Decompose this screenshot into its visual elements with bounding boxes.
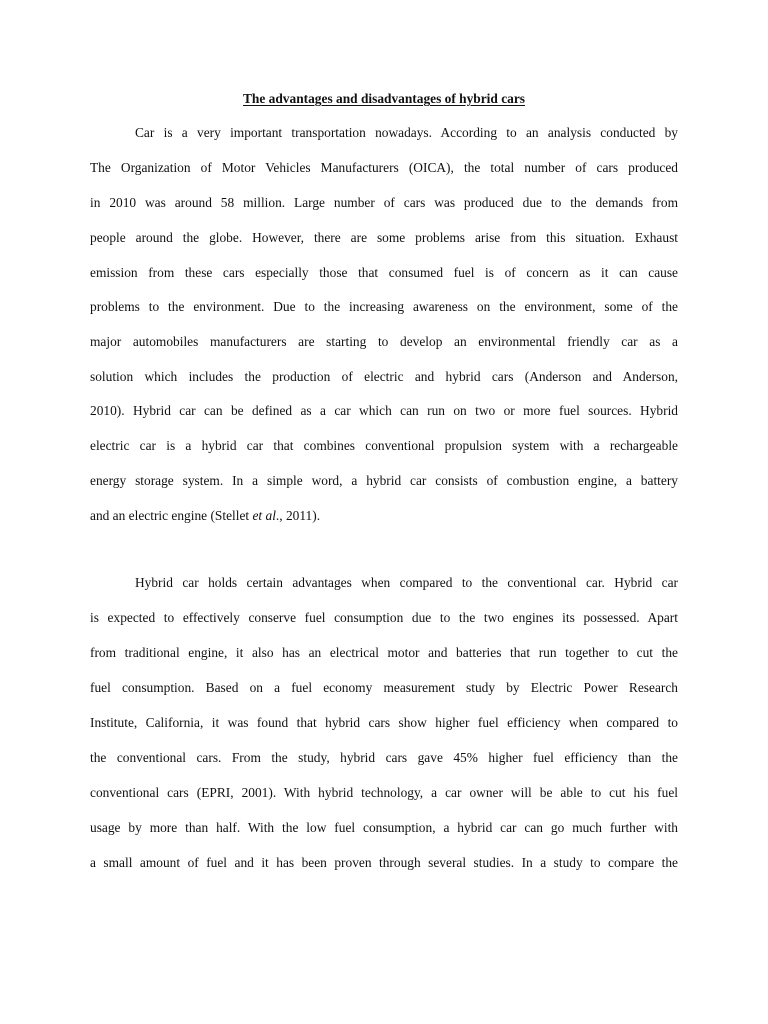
paragraph-2-line-1: Hybrid car holds certain advantages when compared to the conventional car. Hybrid car xyxy=(135,575,678,590)
paragraph-2-line-5: Institute, California, it was found that hybrid cars show higher fuel efficiency when compared to xyxy=(90,715,678,730)
paragraph-2-line-4: fuel consumption. Based on a fuel economy measurement study by Electric Power Research xyxy=(90,680,678,695)
paragraph-1-line-5: emission from these cars especially those that consumed fuel is of concern as it can cause xyxy=(90,265,678,280)
citation-text-a: and an electric engine (Stellet xyxy=(90,508,253,523)
paragraph-1-line-1: Car is a very important transportation nowadays. According to an analysis conducted by xyxy=(135,125,678,140)
document-title: The advantages and disadvantages of hybrid cars xyxy=(243,91,525,106)
paragraph-1-line-12 xyxy=(90,508,678,524)
paragraph-2-line-6: the conventional cars. From the study, hybrid cars gave 45% higher fuel efficiency than the xyxy=(90,750,678,765)
citation-et-al: et al xyxy=(252,508,276,523)
paragraph-1-line-7: major automobiles manufacturers are starting to develop an environmental friendly car as a xyxy=(90,334,678,349)
paragraph-2-line-7: conventional cars (EPRI, 2001). With hybrid technology, a car owner will be able to cut his fuel xyxy=(90,785,678,800)
paragraph-1-line-10: electric car is a hybrid car that combines conventional propulsion system with a rechargeable xyxy=(90,438,678,453)
paragraph-2-line-3: from traditional engine, it also has an electrical motor and batteries that run together to cut the xyxy=(90,645,678,660)
paragraph-2-line-9: a small amount of fuel and it has been proven through several studies. In a study to compare the xyxy=(90,855,678,870)
paragraph-1-line-4: people around the globe. However, there are some problems arise from this situation. Exhaust xyxy=(90,230,678,245)
paragraph-1-line-2: The Organization of Motor Vehicles Manufacturers (OICA), the total number of cars produced xyxy=(90,160,678,175)
paragraph-1-line-3: in 2010 was around 58 million. Large number of cars was produced due to the demands from xyxy=(90,195,678,210)
paragraph-1-line-8: solution which includes the production of electric and hybrid cars (Anderson and Anderson, xyxy=(90,369,678,384)
paragraph-1-line-11: energy storage system. In a simple word, a hybrid car consists of combustion engine, a battery xyxy=(90,473,678,488)
paragraph-1-line-6: problems to the environment. Due to the increasing awareness on the environment, some of the xyxy=(90,299,678,314)
paragraph-1-line-9: 2010). Hybrid car can be defined as a car which can run on two or more fuel sources. Hybrid xyxy=(90,403,678,418)
paragraph-2-line-2: is expected to effectively conserve fuel consumption due to the two engines its possessed. Apart xyxy=(90,610,678,625)
paragraph-2-line-8: usage by more than half. With the low fuel consumption, a hybrid car can go much further with xyxy=(90,820,678,835)
citation-text-c: ., 2011). xyxy=(275,508,321,523)
